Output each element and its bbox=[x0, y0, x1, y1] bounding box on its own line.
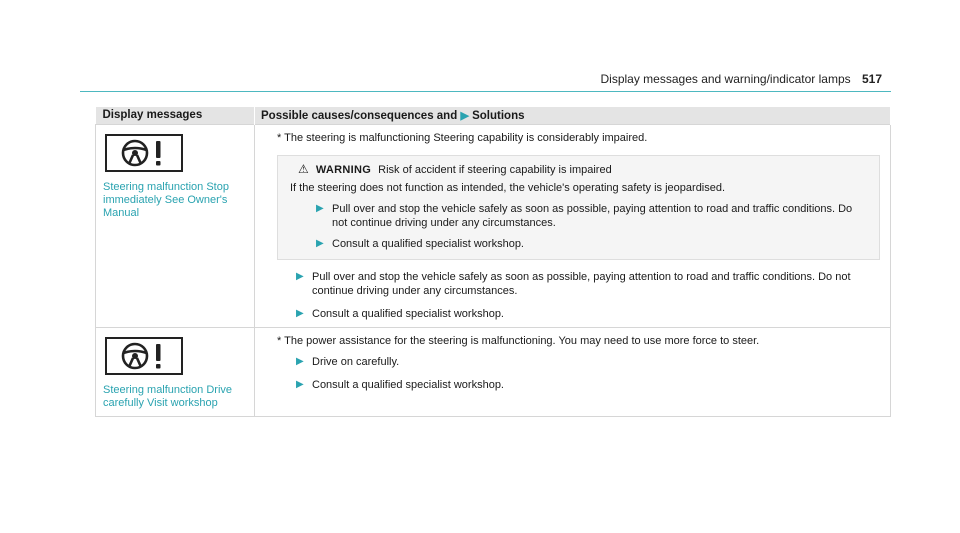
solution-step-text: Consult a qualified specialist workshop. bbox=[312, 379, 504, 391]
display-message-cell bbox=[96, 125, 255, 328]
warning-step bbox=[316, 202, 867, 230]
display-message-cell bbox=[96, 328, 255, 417]
solution-step-text: Consult a qualified specialist workshop. bbox=[312, 308, 504, 320]
solution-step bbox=[296, 378, 882, 392]
header-divider bbox=[80, 91, 891, 92]
display-message-text[interactable]: Steering malfunction Drive carefully Visit workshop bbox=[103, 384, 233, 409]
warning-title: WARNING bbox=[315, 164, 372, 176]
section-title: Display messages and warning/indicator lamps bbox=[600, 72, 851, 86]
cause-text: * The steering is malfunctioning Steering capability is considerably impaired. bbox=[277, 132, 648, 144]
causes-solutions-cell bbox=[255, 328, 891, 417]
step-arrow-icon: ▶ bbox=[316, 238, 324, 249]
triangle-right-icon: ▶ bbox=[460, 109, 469, 122]
table-row bbox=[96, 125, 891, 328]
step-arrow-icon: ▶ bbox=[296, 271, 304, 282]
col-solutions-label: Solutions bbox=[472, 109, 525, 122]
solution-step bbox=[296, 355, 882, 369]
solution-step bbox=[296, 307, 882, 321]
steering-wheel-exclamation-icon bbox=[105, 134, 183, 172]
warning-subtitle: Risk of accident if steering capability is impaired bbox=[378, 164, 612, 176]
warning-heading bbox=[298, 162, 867, 177]
solution-step bbox=[296, 270, 882, 298]
warning-step bbox=[316, 237, 867, 251]
steering-wheel-exclamation-icon bbox=[105, 337, 183, 375]
warning-triangle-icon: ⚠ bbox=[298, 162, 309, 176]
display-message-text[interactable]: Steering malfunction Stop immediately See Owner's Manual bbox=[103, 181, 229, 219]
warning-text: If the steering does not function as intended, the vehicle's operating safety is jeopardised. bbox=[290, 182, 726, 194]
causes-solutions-cell bbox=[255, 125, 891, 328]
display-messages-table bbox=[95, 107, 891, 417]
table-row bbox=[96, 328, 891, 417]
cause-text: * The power assistance for the steering is malfunctioning. You may need to use more force to steer. bbox=[277, 335, 760, 347]
table-header-row bbox=[96, 107, 891, 125]
step-arrow-icon: ▶ bbox=[316, 203, 324, 214]
col-causes-header bbox=[255, 107, 891, 125]
step-arrow-icon: ▶ bbox=[296, 308, 304, 319]
warning-box bbox=[277, 155, 880, 260]
page-header bbox=[601, 72, 883, 86]
step-arrow-icon: ▶ bbox=[296, 356, 304, 367]
col-display-messages-header: Display messages bbox=[96, 107, 255, 125]
solution-step-text: Drive on carefully. bbox=[312, 356, 400, 368]
page-number: 517 bbox=[861, 72, 882, 86]
step-arrow-icon: ▶ bbox=[296, 379, 304, 390]
warning-step-text: Consult a qualified specialist workshop. bbox=[332, 238, 524, 250]
solution-step-text: Pull over and stop the vehicle safely as soon as possible, paying attention to road and traffic conditions. Do not continue driving under any circumstances. bbox=[312, 271, 851, 297]
warning-step-text: Pull over and stop the vehicle safely as soon as possible, paying attention to road and traffic conditions. Do not continue driving under any circumstances. bbox=[332, 203, 853, 229]
col-causes-label: Possible causes/consequences and bbox=[261, 109, 458, 122]
